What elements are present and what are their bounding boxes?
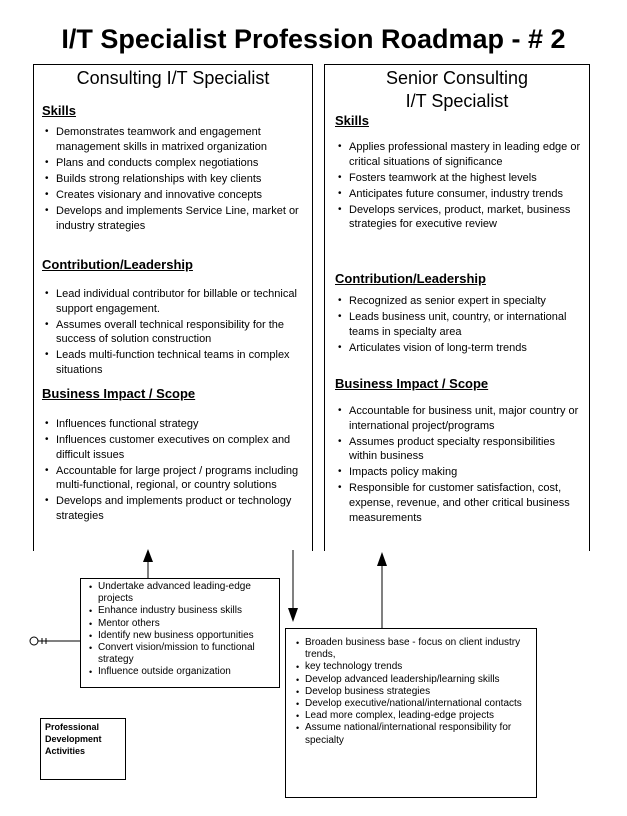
list-item: • Influences functional strategy [42, 417, 304, 432]
list-item: • Lead more complex, leading-edge projects [294, 710, 528, 722]
list-item: • Responsible for customer satisfaction, cost, expense, revenue, and other critical business measurements [335, 481, 583, 525]
list-item: • Mentor others [87, 618, 273, 630]
list-item: • Broaden business base - focus on client industry trends, [294, 637, 528, 661]
skills-heading: Skills [42, 103, 76, 118]
list-item: • Develops and implements Service Line, market or industry strategies [42, 204, 304, 233]
key-icon [30, 637, 38, 645]
page-title: I/T Specialist Profession Roadmap - # 2 [61, 24, 566, 54]
label-line: Professional [45, 722, 100, 732]
list-item: • Develop advanced leadership/learning skills [294, 674, 528, 686]
list-item: • Influence outside organization [87, 666, 273, 678]
arrow-up-icon [377, 552, 387, 566]
dev-activities-list [294, 637, 528, 747]
dev-activities-list [87, 581, 273, 679]
list-item: • Leads multi-function technical teams in complex situations [42, 348, 304, 377]
list-item: • Articulates vision of long-term trends [335, 341, 583, 356]
column-heading-line1: Senior Consulting [385, 68, 529, 88]
list-item: • Develop executive/national/international contacts [294, 698, 528, 710]
list-item: • Undertake advanced leading-edge projects [87, 581, 273, 605]
list-item: • Recognized as senior expert in specialty [335, 294, 583, 309]
skills-heading: Skills [335, 113, 369, 128]
list-item: • key technology trends [294, 661, 528, 673]
list-item: • Leads business unit, country, or international teams in specialty area [335, 310, 583, 339]
list-item: • Lead individual contributor for billable or technical support engagement. [42, 287, 304, 316]
dev-activities-right [285, 628, 537, 798]
list-item: • Builds strong relationships with key clients [42, 172, 304, 187]
list-item: • Accountable for business unit, major country or international project/programs [335, 404, 583, 433]
list-item: • Accountable for large project / programs including multi-functional, regional, or country solutions [42, 464, 304, 493]
list-item: • Plans and conducts complex negotiations [42, 156, 304, 171]
list-item: • Enhance industry business skills [87, 605, 273, 617]
list-item: • Impacts policy making [335, 465, 583, 480]
list-item: • Demonstrates teamwork and engagement management skills in matrixed organization [42, 125, 304, 154]
column-heading: Consulting I/T Specialist [76, 68, 270, 88]
list-item: • Assumes product specialty responsibilities within business [335, 435, 583, 464]
list-item: • Anticipates future consumer, industry trends [335, 187, 583, 202]
list-item: • Develops services, product, market, business strategies for executive review [335, 203, 583, 232]
list-item: • Influences customer executives on complex and difficult issues [42, 433, 304, 462]
list-item: • Applies professional mastery in leading edge or critical situations of significance [335, 140, 583, 169]
list-item: • Develop business strategies [294, 686, 528, 698]
contribution-heading: Contribution/Leadership [335, 271, 486, 286]
professional-development-label [40, 718, 126, 780]
label-line: Development [45, 734, 102, 744]
list-item: • Develops and implements product or technology strategies [42, 494, 304, 523]
arrow-up-icon [143, 549, 153, 562]
label-line: Activities [45, 746, 86, 756]
impact-heading: Business Impact / Scope [42, 386, 196, 401]
list-item: • Identify new business opportunities [87, 630, 273, 642]
arrow-down-icon [288, 608, 298, 622]
dev-activities-left [80, 578, 280, 688]
contribution-heading: Contribution/Leadership [42, 257, 193, 272]
column-heading-line2: I/T Specialist [405, 91, 509, 111]
list-item: • Assume national/international responsibility for specialty [294, 722, 528, 746]
impact-heading: Business Impact / Scope [335, 376, 489, 391]
list-item: • Fosters teamwork at the highest levels [335, 171, 583, 186]
list-item: • Assumes overall technical responsibility for the success of solution construction [42, 318, 304, 347]
list-item: • Creates visionary and innovative concepts [42, 188, 304, 203]
list-item: • Convert vision/mission to functional strategy [87, 642, 273, 666]
